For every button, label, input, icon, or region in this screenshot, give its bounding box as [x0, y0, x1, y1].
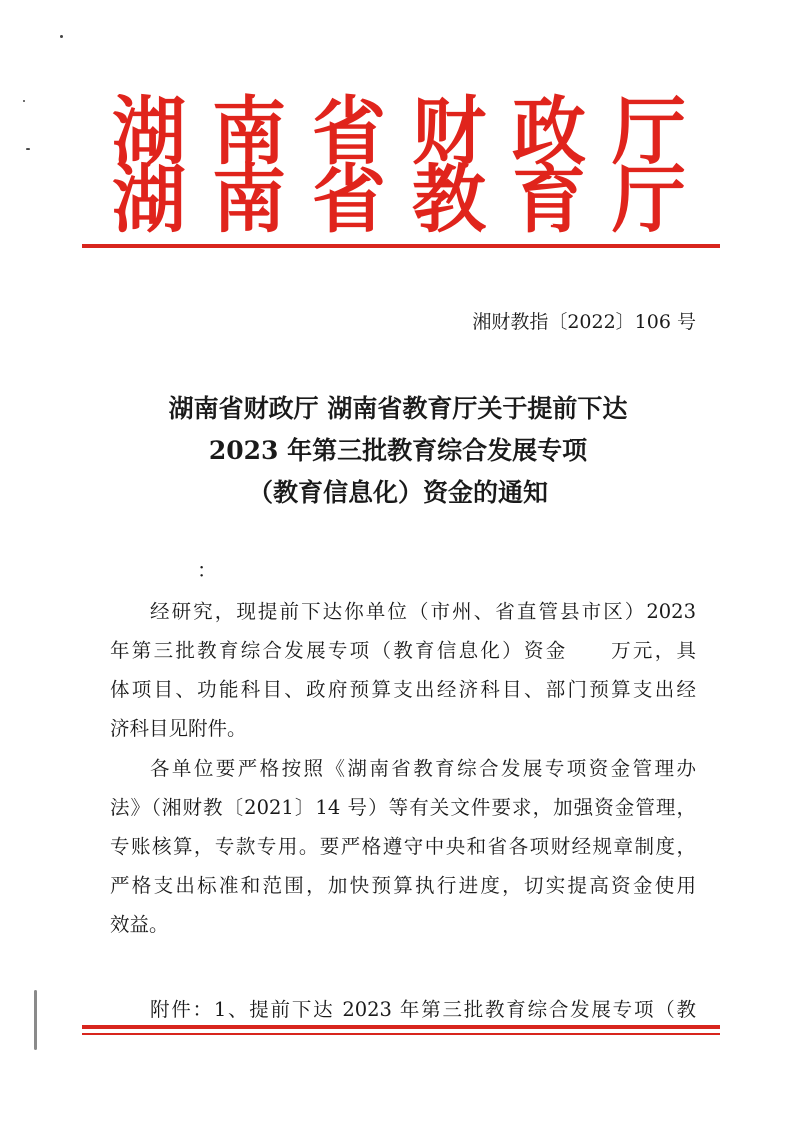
red-header-rule — [82, 244, 720, 248]
paragraph-line: 体项目、功能科目、政府预算支出经济科目、部门预算支出经 — [110, 678, 696, 701]
paragraph-2 — [110, 749, 696, 944]
scan-artifact — [26, 148, 30, 150]
title-line: 湖南省财政厅 湖南省教育厅关于提前下达 — [168, 394, 628, 423]
paragraph-line: 效益。 — [110, 913, 169, 936]
attachment-list — [110, 993, 696, 1027]
scan-artifact — [60, 35, 63, 38]
document-title — [100, 388, 696, 514]
issuing-org-finance: 湖南省财政厅 — [112, 89, 712, 175]
paragraph-line: 专账核算，专款专用。要严格遵守中央和省各项财经规章制度， — [110, 835, 696, 858]
paragraph-line: 严格支出标准和范围，加快预算执行进度，切实提高资金使用 — [110, 874, 696, 897]
paragraph-line: 经研究，现提前下达你单位（市州、省直管县市区）2023 — [150, 600, 696, 623]
scan-artifact — [34, 990, 37, 1050]
paragraph-line: 年第三批教育综合发展专项（教育信息化）资金 万元，具 — [110, 639, 696, 662]
paragraph-1 — [110, 592, 696, 748]
title-line: 2023 年第三批教育综合发展专项 — [208, 436, 588, 465]
title-line: （教育信息化）资金的通知 — [247, 478, 548, 507]
red-footer-rule — [82, 1025, 720, 1029]
salutation: ： — [197, 558, 217, 582]
red-footer-rule-thin — [82, 1033, 720, 1035]
paragraph-line: 各单位要严格按照《湖南省教育综合发展专项资金管理办 — [150, 757, 696, 780]
document-number: 湘财教指〔2022〕106 号 — [472, 311, 696, 333]
scan-artifact — [23, 100, 25, 102]
attachment-line: 附件：1、提前下达 2023 年第三批教育综合发展专项（教 — [150, 998, 696, 1021]
issuing-org-education: 湖南省教育厅 — [112, 157, 712, 243]
paragraph-line: 法》（湘财教〔2021〕14 号）等有关文件要求，加强资金管理， — [110, 796, 696, 819]
paragraph-line: 济科目见附件。 — [110, 717, 247, 740]
